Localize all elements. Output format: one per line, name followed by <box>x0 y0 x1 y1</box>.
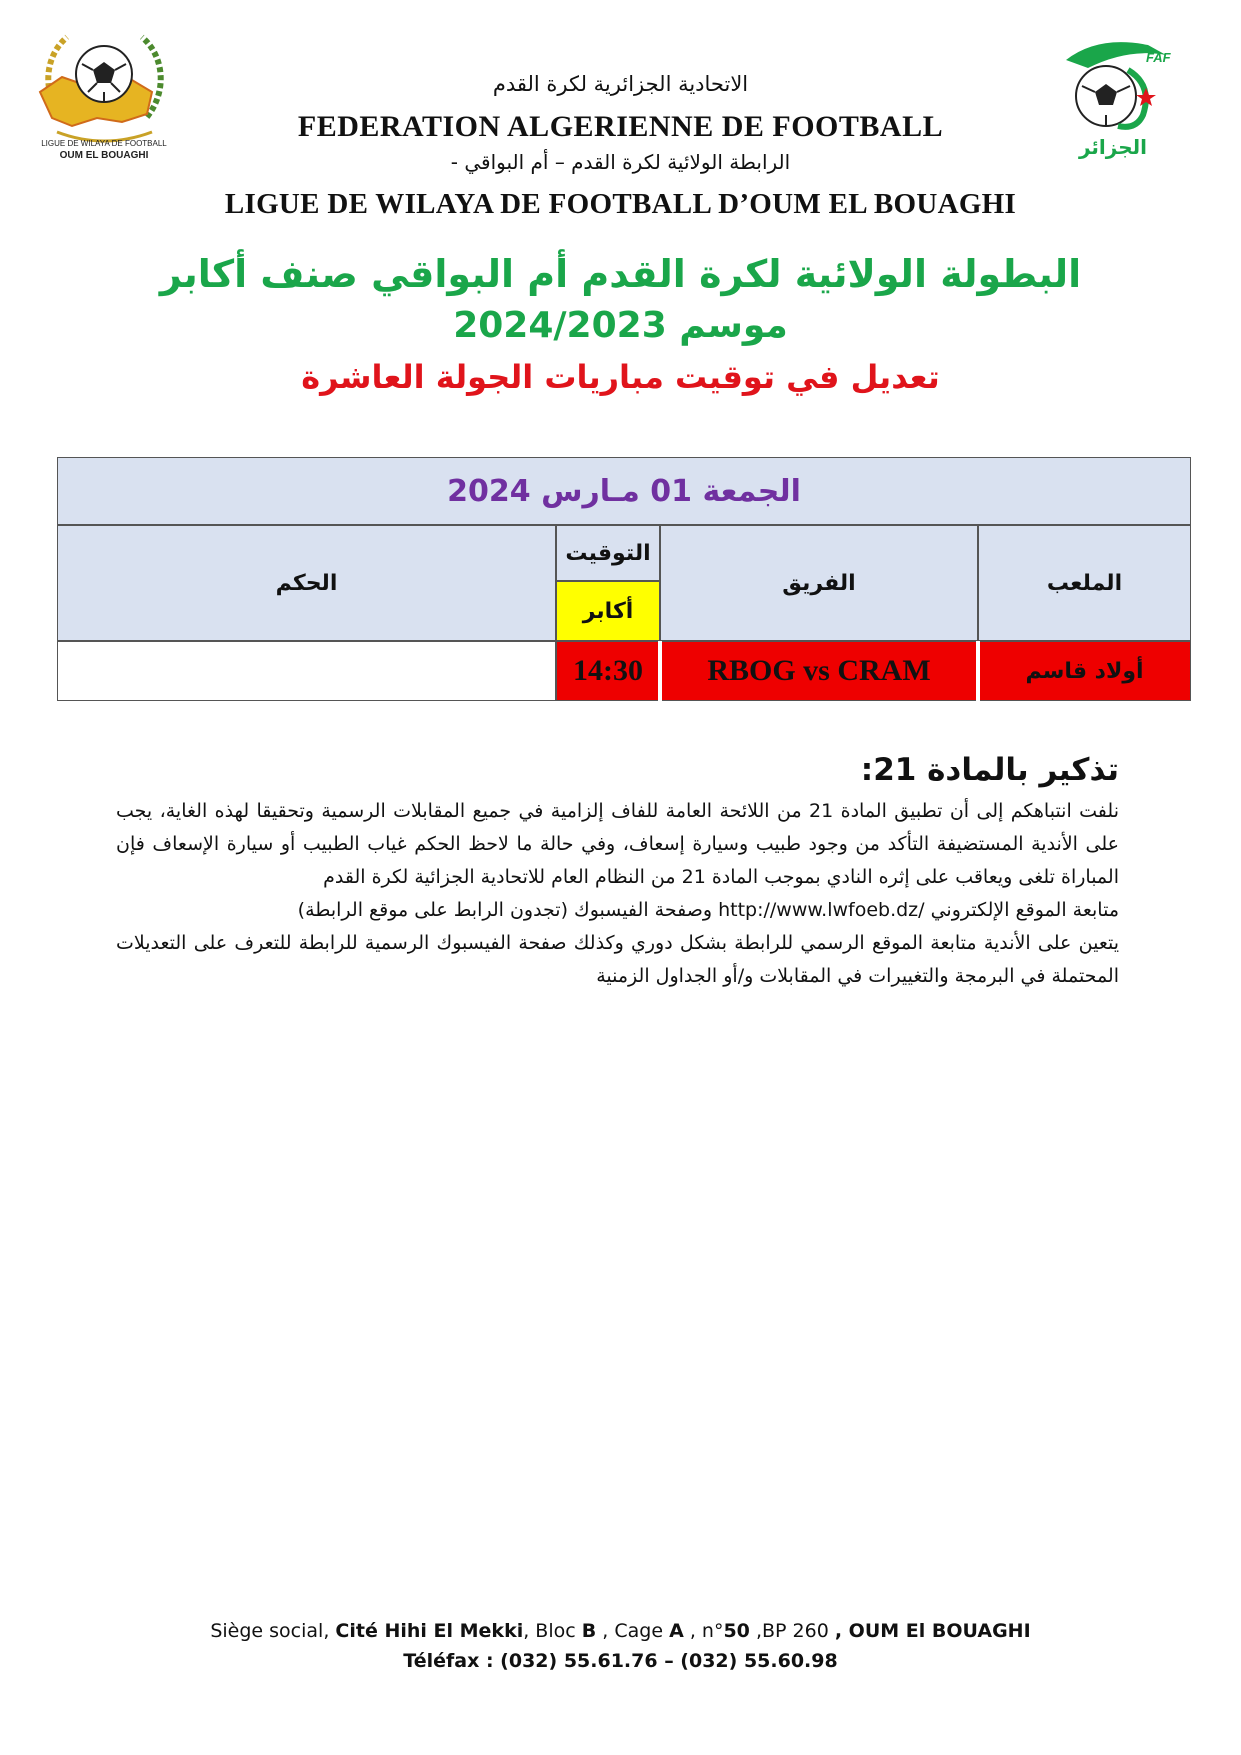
footer-address-bloc-label: , Bloc <box>523 1620 576 1642</box>
row-venue: أولاد قاسم <box>978 641 1191 701</box>
league-logo <box>22 22 187 162</box>
footer-address-cage-label: , Cage <box>602 1620 664 1642</box>
footer-address-bp: ,BP 260 <box>755 1620 829 1642</box>
footer-telefax <box>0 1646 1241 1676</box>
row-referee <box>57 641 556 701</box>
reminder-paragraph-1: نلفت انتباهكم إلى أن تطبيق المادة 21 من اللائحة العامة للفاف إلزامية في جميع المقابلات الرسمية وتحقيقا لهذه الغاية، يجب على الأندية المستضيفة التأكد من وجود طبيب وسيارة إسعاف، وفي حالة ما لاحظ الحكم غياب الطبيب أو سيارة الإسعاف فإن المباراة تلغى ويعاقب على إثره النادي بموجب المادة 21 من النظام العام للاتحادية الجزائية لكرة القدم <box>116 800 1119 888</box>
reminder-paragraph-2: متابعة الموقع الإلكتروني /http://www.lwfoeb.dz وصفحة الفيسبوك (تجدون الرابط على موقع الرابطة) <box>297 899 1119 921</box>
match-date: الجمعة 01 مـارس 2024 <box>57 457 1191 525</box>
faf-logo-letters: FAF <box>1146 50 1171 65</box>
header-referee: الحكم <box>57 525 556 641</box>
reminder-paragraph-3: يتعين على الأندية متابعة الموقع الرسمي للرابطة بشكل دوري وكذلك صفحة الفيسبوك الرسمية للرابطة للتعرف على التعديلات المحتملة في البرمجة والتغييرات في المقابلات و/أو الجداول الزمنية <box>116 932 1119 987</box>
footer-address-city: , OUM El BOUAGHI <box>834 1620 1031 1642</box>
federation-name-ar: الاتحادية الجزائرية لكرة القدم <box>492 72 749 96</box>
championship-title: البطولة الولائية لكرة القدم أم البواقي صنف أكابر <box>159 252 1082 296</box>
footer-address <box>0 1616 1241 1646</box>
header-team: الفريق <box>660 525 978 641</box>
reminder-title: تذكير بالمادة 21: <box>860 752 1119 788</box>
footer-telefax-text: Téléfax : (032) 55.61.76 – (032) 55.60.98 <box>403 1650 838 1672</box>
footer <box>0 1616 1241 1676</box>
league-logo-line2: OUM EL BOUAGHI <box>59 150 149 161</box>
footer-address-num-label: , n° <box>689 1620 724 1642</box>
footer-address-label: Siège social, <box>210 1620 330 1642</box>
schedule-table <box>57 457 1191 701</box>
footer-address-num: 50 <box>723 1620 750 1642</box>
footer-address-bloc: B <box>581 1620 597 1642</box>
cell-gap <box>658 641 662 701</box>
reminder-body <box>116 795 1119 993</box>
league-name-fr: LIGUE DE WILAYA DE FOOTBALL D’OUM EL BOUAGHI <box>224 188 1017 220</box>
footer-address-cage: A <box>669 1620 684 1642</box>
season-title: موسم 2024/2023 <box>453 305 788 346</box>
league-logo-line1: LIGUE DE WILAYA DE FOOTBALL <box>41 139 167 148</box>
league-name-ar: الرابطة الولائية لكرة القدم – أم البواقي - <box>450 150 791 174</box>
row-time: 14:30 <box>556 641 660 701</box>
faf-logo-country: الجزائر <box>1078 135 1148 159</box>
faf-logo <box>1048 30 1178 160</box>
notice-title: تعديل في توقيت مباريات الجولة العاشرة <box>301 358 940 396</box>
header-category: أكابر <box>556 581 660 641</box>
header-time: التوقيت <box>556 525 660 581</box>
footer-address-street: Cité Hihi El Mekki <box>335 1620 524 1642</box>
row-match: RBOG vs CRAM <box>660 641 978 701</box>
cell-gap <box>976 641 980 701</box>
header-venue: الملعب <box>978 525 1191 641</box>
federation-name-fr: FEDERATION ALGERIENNE DE FOOTBALL <box>297 110 944 143</box>
